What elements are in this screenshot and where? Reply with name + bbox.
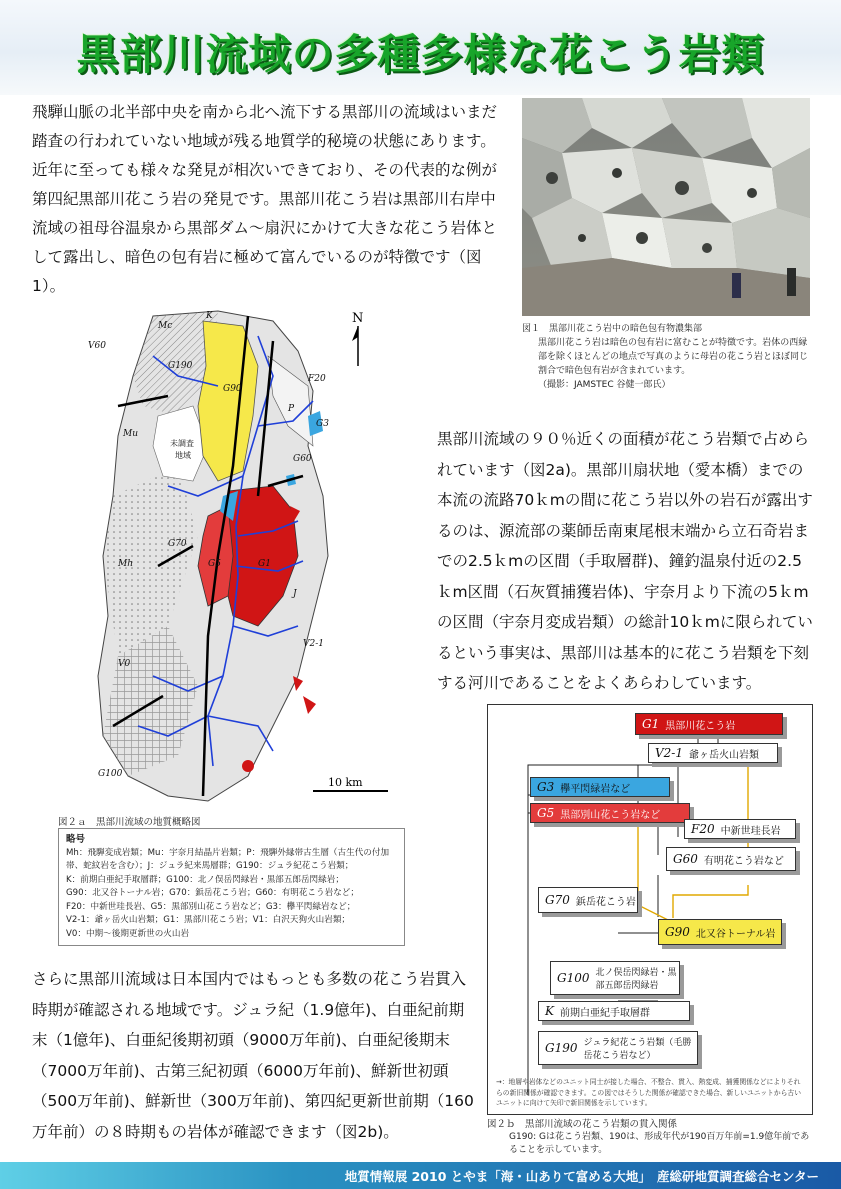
map-label-v0: V0 xyxy=(118,659,131,669)
map-label-v60: V60 xyxy=(88,341,106,351)
map-north-label: N xyxy=(352,311,364,326)
box-g60-symbol: G60 xyxy=(673,852,698,866)
map-label-mh: Mh xyxy=(118,559,134,569)
fig1-caption-title: 図１ 黒部川花こう岩中の暗色包有物濃集部 xyxy=(522,324,703,334)
box-f20 xyxy=(684,819,796,839)
box-g90-symbol: G90 xyxy=(665,925,690,939)
map-label-p: P xyxy=(288,404,295,414)
box-g190 xyxy=(538,1031,698,1065)
box-g190-symbol: G190 xyxy=(545,1041,578,1055)
map-scale-label: 10 km xyxy=(328,776,363,789)
box-g100-label: 北ノ俣岳閃緑岩・黒部五郎岳閃緑岩 xyxy=(595,968,677,991)
box-k-symbol: K xyxy=(545,1004,554,1018)
box-g3 xyxy=(530,777,670,797)
fig1-photo xyxy=(522,98,810,316)
box-g60-label: 有明花こう岩など xyxy=(703,855,784,867)
box-g90-label: 北又谷トーナル岩 xyxy=(695,928,776,940)
map-label-g5: G5 xyxy=(208,559,221,569)
map-label-mc: Mc xyxy=(158,321,173,331)
map-label-g60: G60 xyxy=(293,454,312,464)
map-label-g90: G90 xyxy=(223,384,242,394)
box-g70 xyxy=(538,887,638,913)
map-label-v21: V2-1 xyxy=(303,639,324,649)
box-g90 xyxy=(658,919,782,945)
fig1-credit: （撮影：JAMSTEC 谷健一郎氏） xyxy=(538,380,671,390)
fig2b-caption-body: G190: Gは花こう岩類、190は、形成年代が190百万年前=1.9億年前であることを示しています。 xyxy=(509,1132,810,1155)
map-legend xyxy=(58,828,405,946)
map-label-k: K xyxy=(206,311,213,321)
box-g70-symbol: G70 xyxy=(545,893,570,907)
box-g1 xyxy=(635,713,783,735)
box-v21-label: 爺ヶ岳火山岩類 xyxy=(689,749,759,761)
mid-paragraph: 黒部川流域の９０％近くの面積が花こう岩類で占められています（図2a)。黒部川扇状地（愛本橋）までの本流の流路70ｋmの間に花こう岩以外の岩石が露出するのは、源流部の薬師岳南東尾根末端から立石奇岩までの2.5ｋmの区間（手取層群)、鐘釣温泉付近の2.5ｋm区間（石灰質捕獲岩体)、宇奈月より下流の5ｋmの区間（宇奈月変成岩類）の総計10ｋmに限られているという事実は、黒部川は基本的に花こう岩類を下刻する河川であることをよくあらわしています。 xyxy=(437,430,813,692)
intro-paragraph: 飛騨山脈の北半部中央を南から北へ流下する黒部川の流域はいまだ踏査の行われていない地域が残る地質学的秘境の状態にあります。近年に至っても様々な発見が相次いできており、その代表的な例が第四紀黒部川花こう岩の発見です。黒部川花こう岩は黒部川右岸中流域の祖母谷温泉から黒部ダム～扇沢にかけて大きな花こう岩体として露出し、暗色の包有岩に極めて富んでいるのが特徴です（図1）。 xyxy=(32,103,498,295)
geologic-map xyxy=(58,296,398,811)
map-label-f20: F20 xyxy=(308,374,326,384)
map-label-g3: G3 xyxy=(316,419,329,429)
box-g100-symbol: G100 xyxy=(557,971,590,985)
fig1-caption xyxy=(522,322,814,392)
bottom-paragraph: さらに黒部川流域は日本国内ではもっとも多数の花こう岩貫入時期が確認される地域です。ジュラ紀（1.9億年)、白亜紀前期末（1億年)、白亜紀後期初頭（9000万年前)、白亜紀後期末（7000万年前)、古第三紀初頭（6000万年前)、鮮新世初頭（500万年前)、鮮新世（300万年前)、第四紀更新世前期（160万年前）の８時期もの岩体が確認できます（図2b)。 xyxy=(32,970,474,1141)
box-g70-label: 鋲岳花こう岩 xyxy=(575,896,636,908)
map-unsurveyed-label: 未調査 xyxy=(170,439,194,448)
box-v21 xyxy=(648,743,778,763)
box-k-label: 前期白亜紀手取層群 xyxy=(559,1007,650,1019)
box-g60 xyxy=(666,847,796,871)
legend-title: 略号 xyxy=(66,834,86,845)
box-g1-symbol: G1 xyxy=(642,717,660,731)
box-g3-label: 欅平閃緑岩など xyxy=(560,783,631,795)
legend-line: Mh：飛騨変成岩類；Mu：宇奈月結晶片岩類；P：飛騨外縁帯古生層（古生代の付加帯、蛇紋岩を含む）；J：ジュラ紀来馬層群；G190：ジュラ紀花こう岩類； xyxy=(66,847,390,871)
header-banner xyxy=(0,0,841,95)
box-g5-symbol: G5 xyxy=(537,806,555,820)
map-label-g1: G1 xyxy=(258,559,271,569)
map-label-g70: G70 xyxy=(168,539,187,549)
box-v21-symbol: V2-1 xyxy=(655,746,683,760)
legend-line: G90：北又谷トーナル岩；G70：鋲岳花こう岩；G60：有明花こう岩など； xyxy=(66,888,359,898)
map-unsurveyed-label-2: 地域 xyxy=(175,451,191,460)
box-f20-label: 中新世珪長岩 xyxy=(720,825,781,837)
legend-line: V2-1：爺ヶ岳火山岩類；G1：黒部川花こう岩；V1：白沢天狗火山岩類； xyxy=(66,915,351,925)
map-label-mu: Mu xyxy=(123,429,139,439)
box-g3-symbol: G3 xyxy=(537,780,555,794)
box-g5-label: 黒部別山花こう岩など xyxy=(560,809,661,821)
box-g190-label: ジュラ紀花こう岩類（毛勝岳花こう岩など） xyxy=(583,1038,692,1061)
box-g5 xyxy=(530,803,690,823)
box-g100 xyxy=(550,961,680,995)
intrusion-diagram xyxy=(487,704,813,1115)
box-k xyxy=(538,1001,690,1021)
fig1-caption-body: 黒部川花こう岩は暗色の包有岩に富むことが特徴です。岩体の西縁部を除くほとんどの地点で写真のように母岩の花こう岩とほぼ同じ割合で暗色包有岩が含まれています。 xyxy=(538,338,809,376)
diagram-note: →：地層や岩体などのユニット同士が接した場合、不整合、貫入、熱変成、捕獲関係などによりそれらの新旧関係が確認できます。この図ではそうした関係が確認できた場合、新しいユニットから古いユニットに向けて矢印で新旧関係を示しています。 xyxy=(496,1078,802,1107)
map-label-g100: G100 xyxy=(98,769,123,779)
fig2b-caption-title: 図２ｂ 黒部川流域の花こう岩類の貫入関係 xyxy=(487,1119,678,1130)
map-label-j: J xyxy=(293,589,297,599)
legend-line: V0：中期～後期更新世の火山岩 xyxy=(66,928,190,939)
page-title: 黒部川流域の多種多様な花こう岩類 xyxy=(76,30,765,79)
fig2a-caption: 図２ａ 黒部川流域の地質概略図 xyxy=(58,817,201,828)
map-label-g190: G190 xyxy=(168,361,193,371)
legend-line: F20：中新世珪長岩、G5：黒部別山花こう岩など；G3：欅平閃緑岩など； xyxy=(66,901,356,912)
box-f20-symbol: F20 xyxy=(691,822,715,836)
footer-text: 地質情報展 2010 とやま「海・山ありて富める大地」 産総研地質調査総合センター xyxy=(344,1169,819,1184)
footer-bar xyxy=(0,1162,841,1189)
fig2b-caption xyxy=(487,1118,817,1157)
legend-line: K：前期白亜紀手取層群；G100：北ノ俣岳閃緑岩・黒部五郎岳閃緑岩； xyxy=(66,874,344,885)
box-g1-label: 黒部川花こう岩 xyxy=(665,720,736,732)
